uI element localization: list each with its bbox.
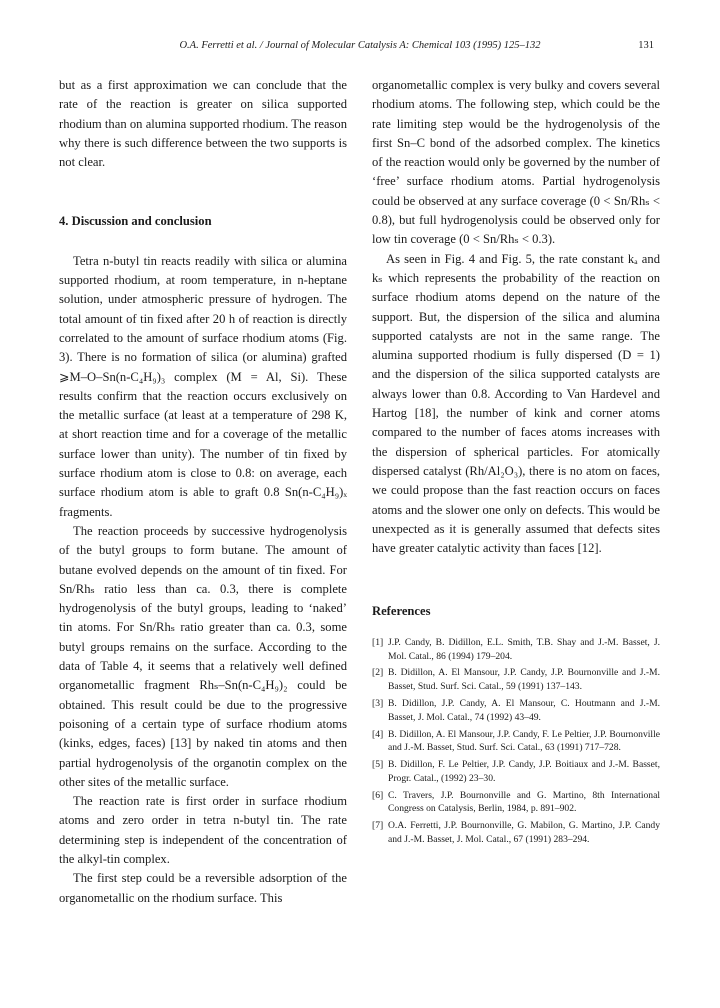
reference-text: C. Travers, J.P. Bournonville and G. Martino, 8th International Congress on Catalysis, Berlin, 1984, p. 891–902. xyxy=(388,789,660,815)
running-title: O.A. Ferretti et al. / Journal of Molecular Catalysis A: Chemical 103 (1995) 125–132 xyxy=(179,40,541,51)
reference-number: [1] xyxy=(372,636,384,648)
reference-list xyxy=(372,636,660,847)
reference-number: [2] xyxy=(372,667,384,679)
left-column xyxy=(59,76,347,908)
running-header xyxy=(0,40,720,56)
reference-text: B. Didillon, A. El Mansour, J.P. Candy, F. Le Peltier, J.P. Bournonville and J.-M. Basset, Stud. Surf. Sci. Catal., 63 (1991) 717–728. xyxy=(388,728,660,754)
reference-text: B. Didillon, J.P. Candy, A. El Mansour, C. Houtmann and J.-M. Basset, J. Mol. Catal., 74 (1992) 43–49. xyxy=(388,697,660,723)
reference-item xyxy=(372,758,660,786)
paragraph: The first step could be a reversible adsorption of the organometallic on the rhodium surface. This xyxy=(59,871,347,905)
right-continued-paragraph: organometallic complex is very bulky and covers several rhodium atoms. The following step, which could be the rate limiting step would be the hydrogenolysis of the first Sn–C bond of the adsorbed complex. The kinetics of the reaction would only be governed by the number of ‘free’ surface rhodium atoms. Partial hydrogenolysis could be observed at any surface coverage (0 < Sn/Rhₛ < 0.8), but full hydrogenolysis could be observed only for low tin coverage (0 < Sn/Rhₛ < 0.3). xyxy=(372,78,660,247)
reference-number: [6] xyxy=(372,789,384,801)
page-number: 131 xyxy=(638,40,654,51)
paragraph: As seen in Fig. 4 and Fig. 5, the rate constant kₐ and kₛ which represents the probability of the reaction on surface rhodium atoms depend on the nature of the support. But, the dispersion of the silica and alumina supported catalysts are not in the same range. The alumina supported rhodium is fully dispersed (D = 1) and the dispersion of the silica supported catalysts are always lower than 0.8. According to Van Hardevel and Hartog [18], the number of kink and corner atoms compared to the number of faces atoms increases with the dispersion of spherical particles. For atomically dispersed catalyst (Rh/Al₂O₃), there is no atom on faces, we could propose than the fast reaction occurs on faces atoms and the slower one only on defects. This would be unexpected as it is generally assumed that defects sites have greater catalytic activity than faces [12]. xyxy=(372,251,660,556)
reference-item xyxy=(372,666,660,694)
reference-item xyxy=(372,789,660,817)
reference-text: B. Didillon, F. Le Peltier, J.P. Candy, J.P. Boitiaux and J.-M. Basset, Progr. Catal., (1992) 23–30. xyxy=(388,759,660,784)
reference-number: [4] xyxy=(372,728,384,740)
paragraph: The reaction rate is first order in surface rhodium atoms and zero order in tetra n-butyl tin. The rate determining step is independent of the concentration of the alkyl-tin complex. xyxy=(59,794,347,866)
reference-item xyxy=(372,819,660,847)
paragraph: Tetra n-butyl tin reacts readily with silica or alumina supported rhodium, at room temperature, in n-heptane solution, under atmospheric pressure of hydrogen. The total amount of tin fixed after 20 h of reaction is directly correlated to the amount of surface rhodium atoms (Fig. 3). There is no formation of silica (or alumina) grafted ⩾M–O–Sn(n-C₄H₉)₃ complex (M = Al, Si). These results confirm that the reaction occurs exclusively on the metallic surface (at least at a temperature of 298 K, at short reaction time and for a coverage of the metallic surface lower than unity). The number of tin fixed by surface rhodium atom is close to 0.8: on average, each surface rhodium atom is able to graft 0.8 Sn(n-C₄H₉)ₓ fragments. xyxy=(59,253,347,519)
references-heading: References xyxy=(372,604,431,619)
reference-text: J.P. Candy, B. Didillon, E.L. Smith, T.B. Shay and J.-M. Basset, J. Mol. Catal., 86 (1994) 179–204. xyxy=(388,636,660,662)
left-continued-paragraph: but as a first approximation we can conclude that the rate of the reaction is greater on silica supported rhodium than on alumina supported rhodium. The reason why there is such difference between the two supports is not clear. xyxy=(59,78,347,170)
reference-number: [7] xyxy=(372,820,384,832)
reference-item xyxy=(372,636,660,664)
reference-text: O.A. Ferretti, J.P. Bournonville, G. Mabilon, G. Martino, J.P. Candy and J.-M. Basset, J. Mol. Catal., 67 (1991) 283–294. xyxy=(388,820,660,846)
right-column xyxy=(372,76,660,850)
paragraph: The reaction proceeds by successive hydrogenolysis of the butyl groups to form butane. The amount of butane evolved depends on the amount of tin fixed. For Sn/Rhₛ ratio less than ca. 0.3, there is complete hydrogenolysis of the butyl groups, leading to ‘naked’ tin atoms. For Sn/Rhₛ ratio greater than ca. 0.3, some butyl groups remains on the surface. According to the data of Table 4, it seems that a relatively well defined organometallic fragment Rhₛ–Sn(n-C₄H₉)₂ could be obtained. This result could be due to the progressive poisoning of a certain type of surface rhodium atoms (kinks, edges, faces) [13] by naked tin atoms and then partial hydrogenolysis of the organotin complex on the other sites of the metallic surface. xyxy=(59,523,347,789)
reference-number: [3] xyxy=(372,697,384,709)
reference-number: [5] xyxy=(372,759,384,771)
reference-item xyxy=(372,697,660,725)
section-heading: 4. Discussion and conclusion xyxy=(59,214,212,229)
reference-item xyxy=(372,728,660,756)
reference-text: B. Didillon, A. El Mansour, J.P. Candy, J.P. Bournonville and J.-M. Basset, Stud. Surf. Sci. Catal., 59 (1991) 137–143. xyxy=(388,667,660,693)
